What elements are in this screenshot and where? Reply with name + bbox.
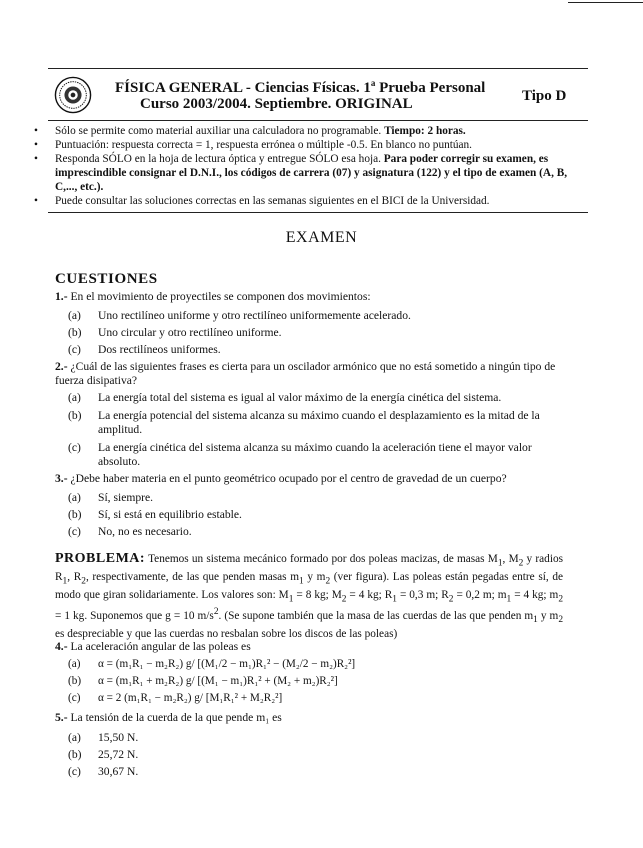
option: (c) α = 2 (m₁R₁ − m₂R₂) g/ [M₁R₁² + M₂R₂²] — [68, 692, 283, 704]
question-1: 1.- En el movimiento de proyectiles se componen dos movimientos: — [55, 290, 371, 303]
option: (c) No, no es necesario. — [68, 525, 192, 538]
problem-title: PROBLEMA: — [55, 551, 146, 566]
question-1-options — [68, 307, 568, 358]
university-seal-icon — [54, 76, 92, 114]
top-rule — [568, 2, 643, 3]
question-2-options — [68, 391, 568, 473]
option: (a) α = (m₁R₁ − m₂R₂) g/ [(M₁/2 − m₁)R₁² − (M₂/2 − m₂)R₂²] — [68, 658, 356, 670]
question-2: 2.- ¿Cuál de las siguientes frases es cierta para un oscilador armónico que no está sometido a ningún tipo de fuerza disipativa? — [55, 360, 556, 387]
instruction-item: • Puede consultar las soluciones correctas en las semanas siguientes en el BICI de la Universidad. — [34, 194, 574, 208]
instruction-item: • Sólo se permite como material auxiliar una calculadora no programable. Tiempo: 2 horas. — [34, 124, 574, 138]
exam-title: EXAMEN — [285, 229, 358, 246]
option: (a) La energía total del sistema es igual al valor máximo de la energía cinética del sistema. — [68, 391, 502, 404]
instruction-item: • Responda SÓLO en la hoja de lectura óptica y entregue SÓLO esa hoja. Para poder corregir su examen, es imprescindible consignar el D.N.I., los códigos de carrera (07) y asignatura (122) y el tipo de examen (A, B, C,..., etc.). — [34, 152, 574, 194]
option: (b) 25,72 N. — [68, 748, 139, 761]
instruction-item: • Puntuación: respuesta correcta = 1, respuesta errónea o múltiple -0.5. En blanco no puntúan. — [34, 138, 574, 152]
option: (b) Uno circular y otro rectilíneo uniforme. — [68, 326, 282, 339]
question-4-options — [68, 656, 568, 707]
header-top-rule — [48, 68, 588, 69]
option: (b) La energía potencial del sistema alcanza su máximo cuando el desplazamiento es la mitad de la amplitud. — [68, 409, 540, 436]
option: (a) Uno rectilíneo uniforme y otro rectilíneo uniformemente acelerado. — [68, 309, 411, 322]
question-3-options — [68, 489, 568, 540]
exam-type: Tipo D — [522, 88, 567, 104]
option: (c) Dos rectilíneos uniformes. — [68, 343, 221, 356]
option: (a) Sí, siempre. — [68, 491, 154, 504]
header-subtitle: Curso 2003/2004. Septiembre. ORIGINAL — [140, 96, 413, 112]
problem-statement: PROBLEMA: Tenemos un sistema mecánico formado por dos poleas macizas, de masas $M_1$, $M_2$ y radios $R_1$, $R_2$, respectivamente, de las que penden masas $m_1$ y $m_2$ (ver figura). Las poleas están pegadas entre sí, de modo que giran solidariamente. Los valores son: $M_1 = 8$ kg; $M_2 = 4$ kg; $R_1 = 0,3$ m; $R_2 = 0,2$ m; $m_1 = 4$ kg; $m_2 = 1$ kg. Suponemos que g = 10 $m/s^2$. (Se supone también que la masa de las cuerdas de las que penden $m_1$ y $m_2$ es despreciable y que las cuerdas no resbalan sobre los discos de las poleas) — [55, 551, 564, 640]
header-title: FÍSICA GENERAL - Ciencias Físicas. 1$^a$ Prueba Personal — [115, 78, 486, 96]
section-title: CUESTIONES — [55, 271, 158, 287]
option: (b) α = (m₁R₁ + m₂R₂) g/ [(M₁ − m₁)R₁² + (M₂ + m₂)R₂²] — [68, 675, 338, 687]
question-4: 4.- La aceleración angular de las poleas es — [55, 640, 251, 653]
option: (c) 30,67 N. — [68, 765, 139, 778]
question-3: 3.- ¿Debe haber materia en el punto geométrico ocupado por el centro de gravedad de un cuerpo? — [55, 472, 507, 485]
header-bottom-rule — [48, 120, 588, 121]
option: (b) Sí, si está en equilibrio estable. — [68, 508, 242, 521]
question-5-options — [68, 729, 568, 780]
instructions-bottom-rule — [48, 212, 588, 213]
option: (a) 15,50 N. — [68, 731, 139, 744]
option: (c) La energía cinética del sistema alcanza su máximo cuando la aceleración tiene el mayor valor absoluto. — [68, 441, 532, 468]
question-5: 5.- La tensión de la cuerda de la que pende m₁ es — [55, 711, 282, 724]
instructions-list — [34, 124, 574, 208]
